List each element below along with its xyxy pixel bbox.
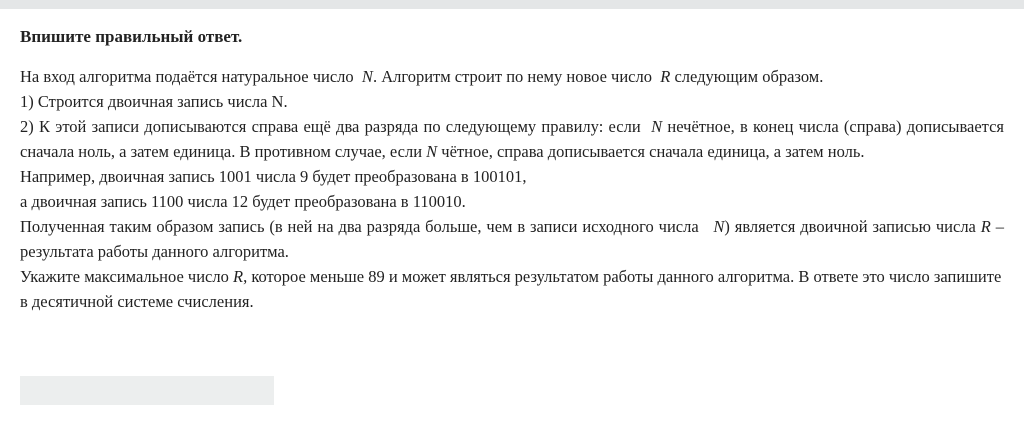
variable-n: N xyxy=(713,217,725,236)
task-container xyxy=(20,24,1004,314)
variable-r: R xyxy=(660,67,671,86)
task-text xyxy=(20,64,1004,314)
top-bar xyxy=(0,0,1024,9)
variable-r: R xyxy=(980,217,991,236)
task-paragraph-result: Полученная таким образом запись (в ней на два разряда больше, чем в записи исходного числа N) является двоичной записью числа R – результата работы данного алгоритма. xyxy=(20,217,1005,261)
variable-n: N xyxy=(361,67,373,86)
task-paragraph-example2: а двоичная запись 1100 числа 12 будет преобразована в 110010. xyxy=(20,192,466,211)
answer-input[interactable] xyxy=(20,376,274,405)
task-paragraph-step2: 2) К этой записи дописываются справа ещё два разряда по следующему правилу: если N нечётное, в конец числа (справа) дописывается сначала ноль, а затем единица. В противном случае, если N чётное, справа дописывается сначала единица, а затем ноль. xyxy=(20,117,1005,161)
task-paragraph-final: в десятичной системе счисления. xyxy=(20,292,254,311)
task-paragraph-example1: Например, двоичная запись 1001 числа 9 будет преобразована в 100101, xyxy=(20,167,527,186)
variable-n: N xyxy=(426,142,438,161)
variable-r: R xyxy=(232,267,244,286)
task-paragraph-question: Укажите максимальное число R, которое меньше 89 и может являться результатом работы данного алгоритма. В ответе это число запишите xyxy=(20,267,1002,286)
variable-n: N xyxy=(651,117,663,136)
task-heading: Впишите правильный ответ. xyxy=(20,27,243,46)
task-paragraph-step1: 1) Строится двоичная запись числа N. xyxy=(20,92,288,111)
task-paragraph-intro: На вход алгоритма подаётся натуральное число N. Алгоритм строит по нему новое число R следующим образом. xyxy=(20,67,824,86)
